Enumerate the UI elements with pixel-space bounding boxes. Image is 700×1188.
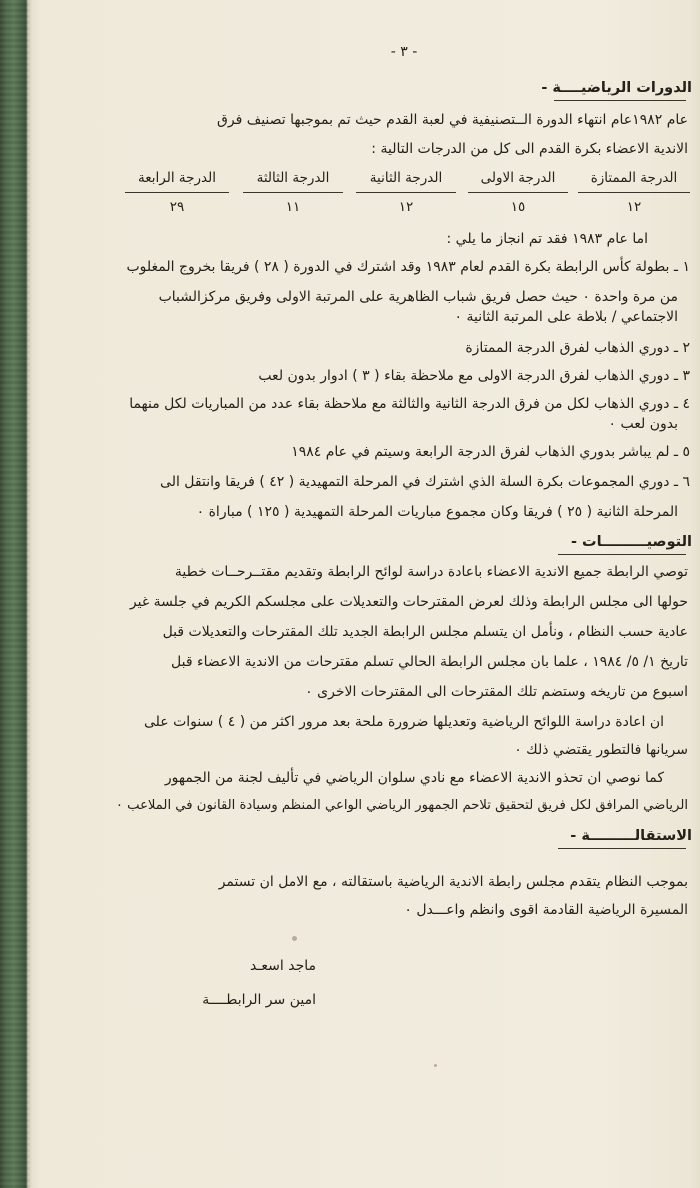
rec-line1: توصي الرابطة جميع الاندية الاعضاء باعادة دراسة لوائح الرابطة وتقديم مقتــرحــات خطية	[174, 564, 688, 580]
item1-line1: ١ ـ بطولة كأس الرابطة بكرة القدم لعام ١٩٨٣ وقد اشترك في الدورة ( ٢٨ ) فريقا بخروج المغلوب	[126, 259, 690, 275]
item4-line2: بدون لعب ٠	[608, 416, 678, 432]
rec3-line2: الرياضي المرافق لكل فريق لتحقيق تلاحم الجمهور الرياضي الواعي المنظم وسيادة القانون في الملاعب ٠	[115, 798, 688, 813]
category-second-underline	[356, 192, 456, 193]
resignation-heading: الاستقالـــــــــة -	[570, 828, 692, 844]
category-third: الدرجة الثالثة	[256, 170, 330, 186]
scan-speck	[292, 936, 297, 941]
rec-line2: حولها الى مجلس الرابطة وذلك لعرض المقترحات والتعديلات على مجلسكم الكريم في جلسة غير	[129, 594, 688, 610]
rec-line3: عادية حسب النظام ، ونأمل ان يتسلم مجلس الرابطة الجديد تلك المقترحات والتعديلات قبل	[162, 624, 688, 640]
rec-line5: اسبوع من تاريخه وستضم تلك المقترحات الى المقترحات الاخرى ٠	[305, 684, 688, 700]
count-excellent: ١٢	[626, 199, 642, 215]
resignation-line2: المسيرة الرياضية القادمة اقوى وانظم واعـــدل ٠	[404, 902, 688, 918]
item1-line3: الاجتماعي / بلاطة على المرتبة الثانية ٠	[454, 309, 678, 325]
category-second: الدرجة الثانية	[369, 170, 443, 186]
category-fourth-underline	[125, 192, 229, 193]
leagues-heading-underline	[554, 100, 686, 101]
count-third: ١١	[285, 199, 301, 215]
category-first: الدرجة الاولى	[480, 170, 556, 186]
signatory-title: امين سر الرابطــــة	[202, 992, 316, 1008]
recommendations-heading-underline	[558, 554, 686, 555]
rec2-line1: ان اعادة دراسة اللوائح الرياضية وتعديلها ضرورة ملحة بعد مرور اكثر من ( ٤ ) سنوات على	[143, 714, 664, 730]
rec2-line2: سريانها فالتطور يقتضي ذلك ٠	[514, 742, 688, 758]
para1-line1: عام ١٩٨٢عام انتهاء الدورة الــتصنيفية في لعبة القدم حيث تم بموجبها تصنيف فرق	[216, 112, 688, 128]
item6-line2: المرحلة الثانية ( ٢٥ ) فريقا وكان مجموع مباريات المرحلة التمهيدية ( ١٢٥ ) مباراة ٠	[196, 504, 678, 520]
category-excellent-underline	[578, 192, 690, 193]
book-binding	[0, 0, 30, 1188]
rec-line4: تاريخ ١/ ٥/ ١٩٨٤ ، علما بان مجلس الرابطة الحالي تسلم مقترحات من الاندية الاعضاء قبل	[171, 654, 688, 670]
rec3-line1: كما نوصي ان تحذو الاندية الاعضاء مع نادي سلوان الرياضي في تأليف لجنة من الجمهور	[164, 770, 664, 786]
count-fourth: ٢٩	[169, 199, 185, 215]
signatory-name: ماجد اسعـد	[249, 958, 316, 974]
leagues-heading: الدورات الرياضيــــة -	[541, 80, 692, 96]
item4-line1: ٤ ـ دوري الذهاب لكل من فرق الدرجة الثانية والثالثة مع ملاحظة بقاء عدد من المباريات لكل منهما	[129, 396, 690, 412]
item5: ٥ ـ لم يباشر بدوري الذهاب لفرق الدرجة الرابعة وسيتم في عام ١٩٨٤	[291, 444, 690, 460]
document-page	[34, 0, 700, 1188]
count-first: ١٥	[510, 199, 526, 215]
item3: ٣ ـ دوري الذهاب لفرق الدرجة الاولى مع ملاحظة بقاء ( ٣ ) ادوار بدون لعب	[258, 368, 690, 384]
category-first-underline	[468, 192, 568, 193]
item2: ٢ ـ دوري الذهاب لفرق الدرجة الممتازة	[465, 340, 690, 356]
resignation-line1: بموجب النظام يتقدم مجلس رابطة الاندية الرياضية باستقالته ، مع الامل ان تستمر	[218, 874, 688, 890]
item6-line1: ٦ ـ دوري المجموعات بكرة السلة الذي اشترك في المرحلة التمهيدية ( ٤٢ ) فريقا وانتقل الى	[160, 474, 690, 490]
year-1983-intro: اما عام ١٩٨٣ فقد تم انجاز ما يلي :	[446, 231, 648, 247]
count-second: ١٢	[398, 199, 414, 215]
category-excellent: الدرجة الممتازة	[590, 170, 678, 186]
category-fourth: الدرجة الرابعة	[138, 170, 216, 186]
resignation-heading-underline	[558, 848, 686, 849]
item1-line2: من مرة واحدة ٠ حيث حصل فريق شباب الظاهرية على المرتبة الاولى وفريق مركزالشباب	[158, 289, 678, 305]
scan-speck	[434, 1064, 437, 1067]
category-third-underline	[243, 192, 343, 193]
page-number: - ٣ -	[390, 44, 418, 60]
recommendations-heading: التوصيـــــــــات -	[570, 534, 692, 550]
para1-line2: الاندية الاعضاء بكرة القدم الى كل من الدرجات التالية :	[371, 141, 688, 157]
